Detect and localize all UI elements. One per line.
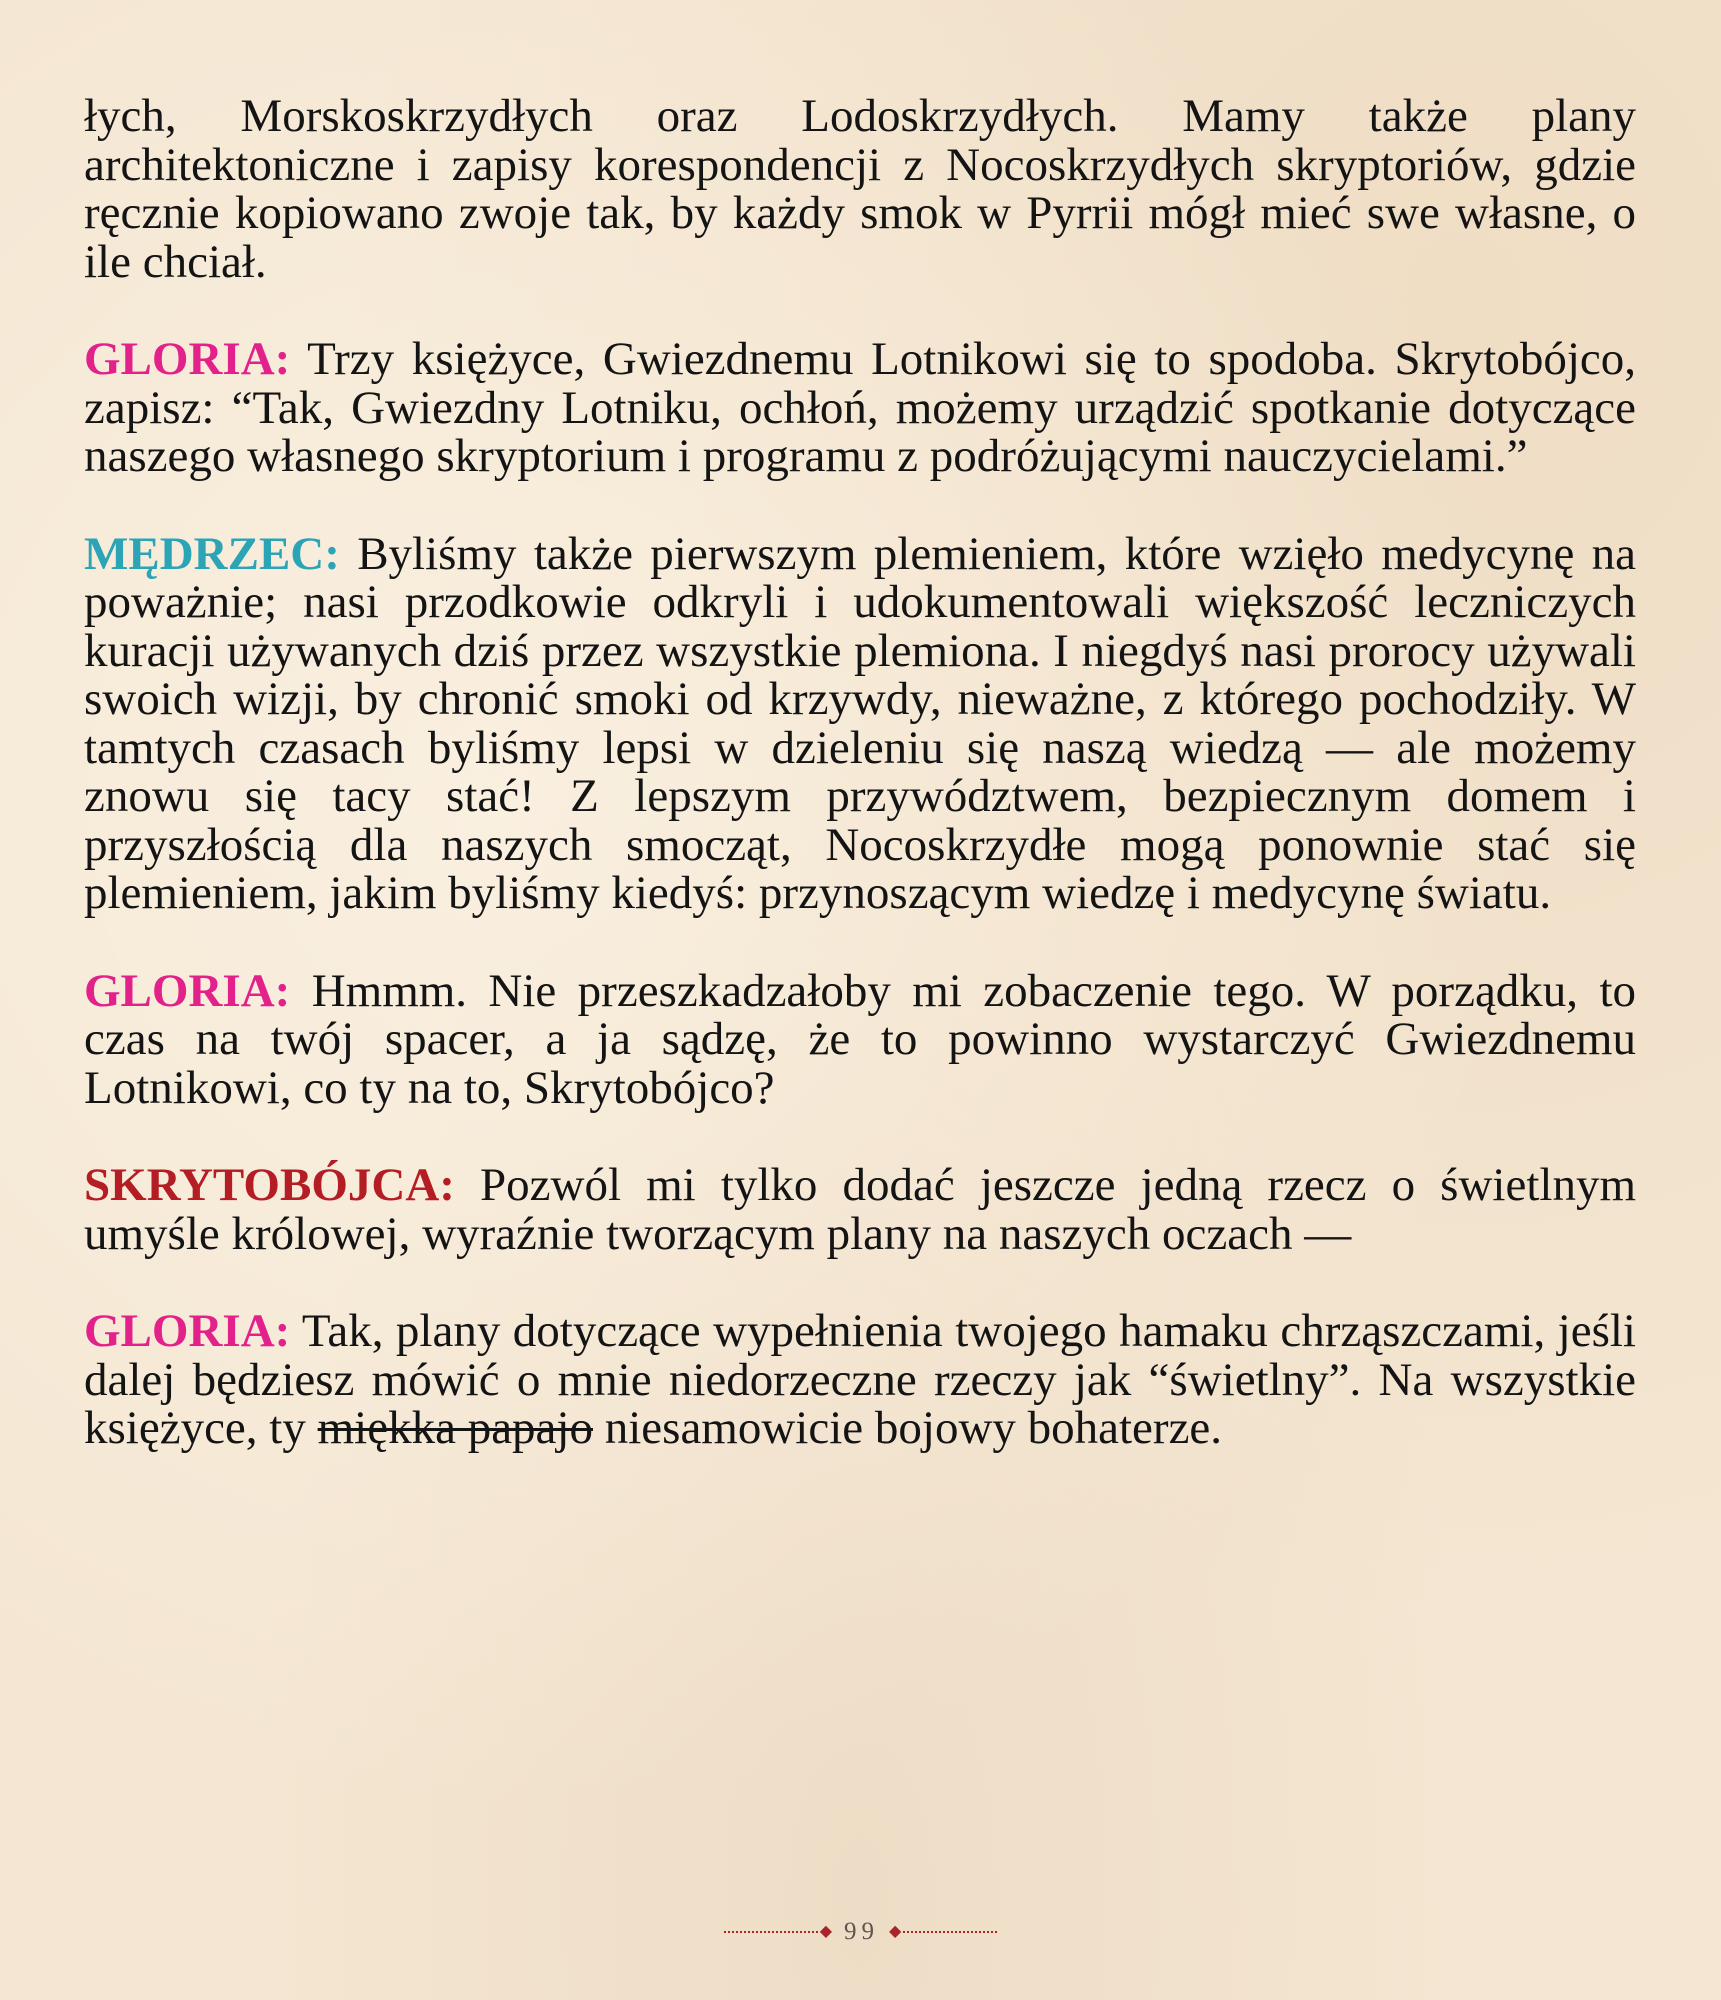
paragraph-narration [84, 92, 1636, 286]
dialogue-text: Pozwól mi tylko dodać jeszcze jedną rzecz o świetlnym umyśle królowej, wyraźnie tworzącym plany na naszych oczach — [84, 1159, 1637, 1260]
struck-text: miękka papajo [317, 1402, 593, 1454]
dialogue-gloria-2 [84, 964, 1637, 1114]
ornament-dotted-line-left [724, 1931, 818, 1933]
speaker-label: SKRYTOBÓJCA: [84, 1159, 455, 1211]
speaker-label: GLORIA: [84, 333, 291, 385]
ornament-dotted-line-right [903, 1931, 997, 1933]
dialogue-text-continued: niesamowicie bojowy bohaterze. [604, 1402, 1223, 1454]
dialogue-gloria-3 [84, 1307, 1636, 1453]
speaker-label: GLORIA: [84, 1305, 291, 1357]
ornament-arrow-right-icon: ◆ [889, 1923, 902, 1940]
dialogue-text: Trzy księżyce, Gwiezdnemu Lotnikowi się to spodoba. Skrytobójco, zapisz: “Tak, Gwiezdny Lotniku, ochłoń, możemy urządzić spotkanie dotyczące naszego własnego skryptorium i programu z podróżującymi nauczycielami.” [84, 333, 1636, 482]
page-number: 99 [844, 1918, 879, 1945]
speaker-label: GLORIA: [84, 964, 291, 1017]
dialogue-text: Byliśmy także pierwszym plemieniem, które wzięło medycynę na poważnie; nasi przodkowie odkryli i udokumentowali większość leczniczych kuracji używanych dziś przez wszystkie plemiona. I niegdyś nasi prorocy używali swoich wizji, by chronić smoki od krzywdy, nieważne, z którego pochodziły. W tamtych czasach byliśmy lepsi w dzieleniu się naszą wiedzą — ale możemy znowu się tacy stać! Z lepszym przywództwem, bezpiecznym domem i przyszłością dla naszych smocząt, Nocoskrzydłe mogą ponownie stać się plemieniem, jakim byliśmy kiedyś: przynoszącym wiedzę i medycynę światu. [84, 527, 1636, 919]
dialogue-text: Hmmm. Nie przeszkadzałoby mi zobaczenie tego. W porządku, to czas na twój spacer, a ja sądzę, że to powinno wystarczyć Gwiezdnemu Lotnikowi, co ty na to, Skrytobójco? [84, 964, 1637, 1114]
page-footer [0, 1917, 1721, 1947]
paragraph-text: łych, Morskoskrzydłych oraz Lodoskrzydłych. Mamy także plany architektoniczne i zapisy korespondencji z Nocoskrzydłych skryptoriów, gdzie ręcznie kopiowano zwoje tak, by każdy smok w Pyrrii mógł mieć swe własne, o ile chciał. [84, 90, 1636, 288]
speaker-label: MĘDRZEC: [84, 527, 340, 580]
ornament-arrow-left-icon: ◆ [819, 1923, 832, 1940]
dialogue-text: Tak, plany dotyczące wypełnienia twojego hamaku chrząszczami, jeśli dalej będziesz mówić o mnie niedorzeczne rzeczy jak “świetlny”. Na wszystkie księżyce, ty [84, 1305, 1636, 1454]
dialogue-medrzec [84, 527, 1636, 919]
page-body [84, 92, 1636, 1502]
dialogue-gloria-1 [84, 335, 1636, 481]
dialogue-skrytobojca [84, 1161, 1636, 1258]
